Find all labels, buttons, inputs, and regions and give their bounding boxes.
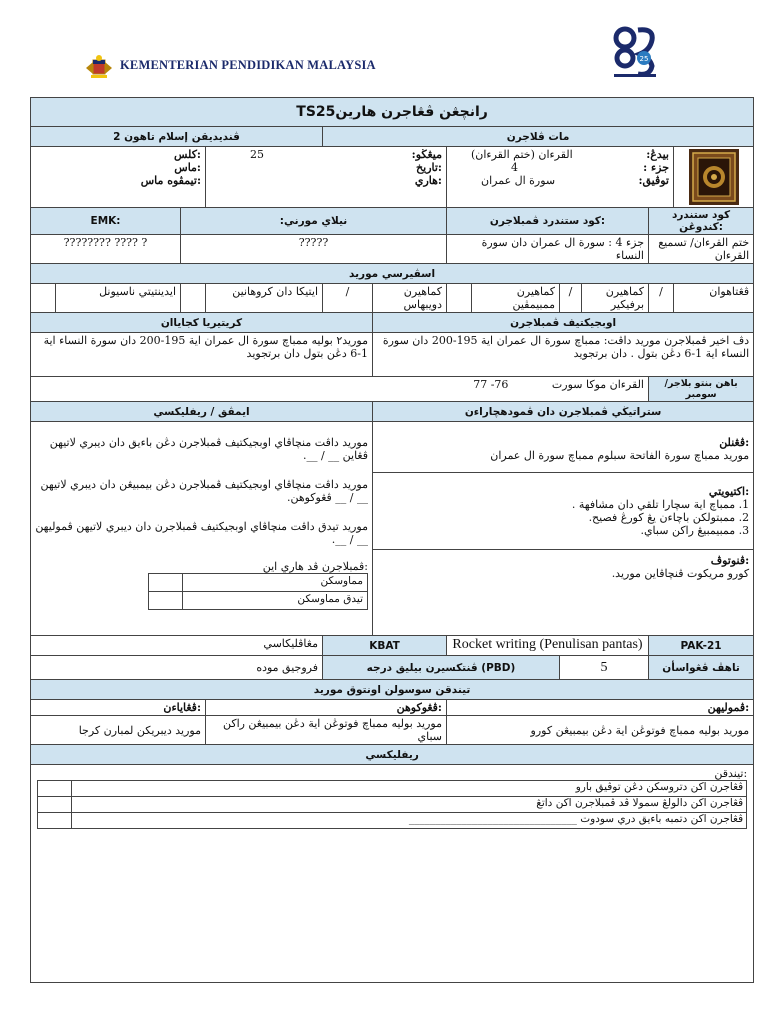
materials-text: القرءان موكا سورت [551, 378, 644, 391]
impact-heading: ايمڤق / ريفليكسي [31, 402, 373, 422]
skill-cell-12 [31, 284, 56, 313]
pbd-value: فروجيق موده [31, 656, 323, 680]
skill-cell-6 [447, 284, 472, 313]
emk-heading: EMK: [31, 208, 181, 235]
reflection-option-1: ڤڠاجرن اكن دتروسكن دڠن توڤيق بارو [72, 781, 747, 797]
reflection-line-1: موريد داڤت منچاڤاي اوبجيكتيف ڤمبلاجرن دڠن باءيق دان ديبري لاتيهن ڤڠاين __ / __. [49, 436, 368, 462]
followup-heading: تيندقن سوسولن اونتوق موريد [31, 680, 754, 700]
week-info-cell: ميڠڬو: 25 :تاريخ :هاري [206, 147, 447, 208]
reflection-cell [31, 765, 754, 983]
skill-cell-4: / [560, 284, 582, 313]
page-header [0, 0, 768, 95]
pengukuhan-label: :ڤڠوكوهن [206, 700, 447, 716]
penutup-text: كورو مريكوت ڤنچاڤاين موريد. [611, 567, 750, 580]
reflection-option-3: ڤڠاجرن اكن دتمبه باءيق دري سودوت ________________________________ [72, 813, 747, 829]
pak-value: Rocket writing (Penulisan pantas) [447, 636, 649, 656]
skill-cell-8: / [323, 284, 373, 313]
skill-cell-2: / [649, 284, 674, 313]
reflection-label: :تيندقن [714, 767, 748, 780]
skill-cell-10 [181, 284, 206, 313]
nilai-value: ????? [181, 235, 447, 264]
sp-heading: كود ستندرد ڤمبلاجرن: [447, 208, 649, 235]
nilai-heading: :نيلاي مورني [181, 208, 447, 235]
ts25-logo-icon [610, 24, 660, 79]
aktiviti-item-2: 2. ممبتولكن باچاءن يڠ كورڠ فصيح. [588, 511, 750, 524]
lesson-plan-table [30, 97, 754, 983]
aktiviti-label: :اكتيويتي [708, 485, 750, 498]
strategy-heading: ستراتيڬي ڤمبلاجرن دان ڤمودهچاراءن [373, 402, 754, 422]
reflection-option-2: ڤڠاجرن اكن دالولڠ سمولا ڤد ڤمبلاجرن اكن داتڠ [72, 797, 747, 813]
skill-cell-1: ڤڠتاهوان [674, 284, 754, 313]
postponed-row-2: تيدق مماوسكن [183, 592, 368, 610]
sp-value: جزء 4 : سورة ال عمران دان سورة النساء [447, 235, 649, 264]
impact-cell [31, 422, 373, 636]
objective-text: دڤ اخير ڤمبلاجرن موريد داڤت: ممباچ سورة ال عمران اية 195-200 دان سورة النساء اية 1-6 دڠن بتول . دان برتجويد [373, 333, 754, 377]
skill-cell-3: كماهيرن برفيكير [582, 284, 649, 313]
sk-value: ختم القرءان/ تسميع القرءان [649, 235, 754, 264]
aktiviti-item-1: 1. ممباچ اية سچارا تلقي دان مشافهة . [571, 498, 750, 511]
emk-value: ???????? ???? ? [31, 235, 181, 264]
pbd-label: ڤنتكسيرن بيليق درجه (PBD) [323, 656, 560, 680]
skill-cell-9: ايتيكا دان كروهانين [206, 284, 323, 313]
pengayaan-text: موريد ديبريكن لمبارن كرجا [31, 716, 206, 745]
postponed-row-1: مماوسكن [183, 574, 368, 592]
ministry-name: KEMENTERIAN PENDIDIKAN MALAYSIA [120, 58, 376, 72]
pengenalan-label: :ڤڠنلن [719, 436, 750, 449]
materials-pages: 76- 77 [473, 378, 509, 391]
tahap-label: تاهڤ ڤڠواسأن [649, 656, 754, 680]
postponed-table [148, 573, 368, 610]
aspirasi-heading: اسڤيرسي موريد [31, 264, 754, 284]
reflection-table [37, 780, 747, 829]
quran-book-icon [689, 149, 739, 205]
pemulihan-text: موريد بوليه ممباچ فوتوڠن اية دڠن بيمبيڠن كورو [447, 716, 754, 745]
reflection-heading: ريفليكسي [31, 745, 754, 765]
criteria-heading: كريتيريا كجاياان [31, 313, 373, 333]
reflection-line-2: موريد داڤت منچاڤاي اوبجيكتيف ڤمبلاجرن دڠن بيمبيڠن دان ديبري لاتيهن __ / __ ڤڠوكوهن. [40, 478, 368, 504]
skill-cell-5: كماهيرن ممبيمڤين [472, 284, 560, 313]
logo-number: 25 [639, 55, 649, 63]
class-info-cell: :كلس :ماس :تيمڤوه ماس [31, 147, 206, 208]
skill-cell-11: ايدينتيتي ناسيونل [56, 284, 181, 313]
objective-heading: اوبجيكتيف ڤمبلاجرن [373, 313, 754, 333]
pengayaan-label: :ڤڠاياءن [31, 700, 206, 716]
skill-cell-7: كماهيرن دويبهاس [373, 284, 447, 313]
quran-image-cell [674, 147, 754, 208]
materials-label: باهن بنتو بلاجر/ سومبر [649, 377, 754, 402]
penutup-label: :ڤنوتوڤ [710, 554, 750, 567]
pemulihan-label: :ڤموليهن [447, 700, 754, 716]
kbat-label: KBAT [323, 636, 447, 656]
aktiviti-item-3: 3. ممبيمبيڠ راكن سباي. [640, 524, 750, 537]
subject-heading: مات ڤلاجرن [323, 127, 754, 147]
pengenalan-text: موريد ممباچ سورة الفاتحة سبلوم ممباچ سورة ال عمران [490, 449, 750, 462]
postponed-label: :ڤمبلاجرن ڤد هاري اين [262, 560, 368, 573]
malaysia-crest-icon [84, 54, 114, 80]
tahap-value: 5 [560, 656, 649, 680]
pengukuhan-text: موريد بوليه ممباچ فوتوڠن اية دڠن بيمبيڠن راكن سباي [206, 716, 447, 745]
pak-label: PAK-21 [649, 636, 754, 656]
page-title: TS25رانچڠن ڤڠاجرن هارين [31, 98, 754, 127]
strategy-cell [373, 422, 754, 636]
subject-info-cell: بيدڠ: القرءان (ختم القرءان) جزء : 4 توڤيق: سورة ال عمران [447, 147, 674, 208]
kbat-value: مڠاڤليكاسي [31, 636, 323, 656]
sk-heading: كود ستندرد كندوڠن: [649, 208, 754, 235]
teacher-heading: ڤنديديقن إسلام تاهون 2 [31, 127, 323, 147]
materials-cell [31, 377, 649, 402]
reflection-line-3: موريد تيدق داڤت منچاڤاي اوبجيكتيف ڤمبلاجرن دان ديبري لاتيهن ڤموليهن __ / __. [35, 520, 368, 546]
criteria-text: موريد٢ بوليه ممباچ سورة ال عمران اية 195-200 دان سورة النساء اية 1-6 دڠن بتول دان برتجويد [31, 333, 373, 377]
